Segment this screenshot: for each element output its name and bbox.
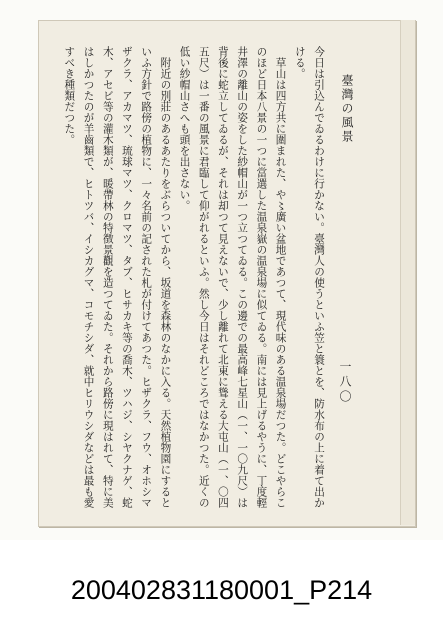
page-binding-edge: [400, 20, 415, 525]
paragraph: 今日は引込んでゐるわけに行かない。臺灣人の使うといふ笠と簑とを、防水布の上に着て出かける。: [293, 46, 325, 508]
paragraph: 附近の別莊のあるあたりをぶらついてから、坂道を森林のなかに入る。天然植物園にするといふ方針で路傍の植物に、一々名前の記された札が付けてあつた。ヒザクラ、フウ、オホシマザクラ、アカマツ、琉球マツ、クロマツ、タブ、ヒサカキ等の喬木、ツハジ、シヤクナゲ、蛇木、アセビ等の灌木類が、暖帶林の特徴景觀を造つてゐた。それから路傍に現はれて、特に美はしかつたのが羊齒類で、ヒトツバ、イシカグマ、コモチシダ、就中ヒリウシダなどは最も愛すべき種類だつた。: [63, 46, 172, 508]
body-text: [48, 46, 328, 512]
page-number: 一八〇: [338, 360, 352, 405]
paragraph: 草山は四方共に圍まれた、や〻廣い盆地であつて、現代味のある温泉場だつた。どこやらこのほど日本八景の一つに當選した温泉嶽の温泉場に似てゐる。南には見上げるやうに、丁度輕井澤の離山の姿をした紗帽山が一つ立つてゐる。この邊での最高峰七星山（一、一〇九尺）は背後に蛇立してゐるが、それは却つて見えないで、少し離れて北東に聳える大屯山（一、〇四五尺）は一番の風景に君臨して仰がれるといふ。然し今日はそれどころではなかつた。近くの低い紗帽山さへも頭を出さない。: [178, 46, 287, 508]
item-id-label: 200402831180001_P214: [70, 574, 373, 605]
running-title: 臺灣の風景: [340, 74, 354, 144]
catalog-label-strip: [0, 540, 443, 640]
